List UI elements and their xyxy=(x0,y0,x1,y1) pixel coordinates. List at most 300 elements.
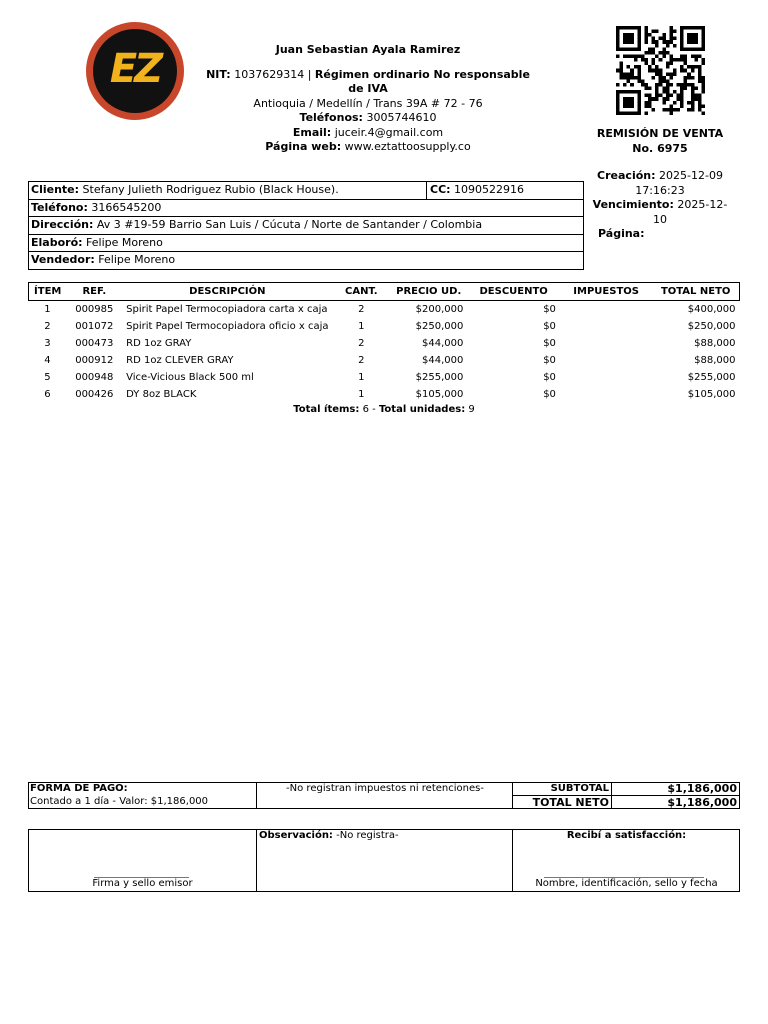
qr-module xyxy=(680,65,684,69)
qr-module xyxy=(623,104,627,108)
qr-module xyxy=(644,111,648,115)
qr-module xyxy=(627,37,631,41)
qr-module xyxy=(694,97,698,101)
qr-module xyxy=(701,58,705,62)
qr-module xyxy=(662,37,666,41)
qr-module xyxy=(627,111,631,115)
qr-module xyxy=(637,30,641,34)
cell-quantity: 2 xyxy=(358,338,365,349)
header-ref: REF. xyxy=(66,283,122,301)
cell-item: 2 xyxy=(44,321,51,332)
qr-module xyxy=(637,101,641,105)
web-label: Página web: xyxy=(265,140,342,153)
qr-module xyxy=(684,62,688,66)
cell-discount: $0 xyxy=(543,355,556,366)
qr-module xyxy=(652,69,656,73)
company-logo xyxy=(86,22,184,120)
qr-module xyxy=(630,40,634,44)
header-unit-price: PRECIO UD. xyxy=(390,283,467,301)
qr-module xyxy=(694,54,698,58)
qr-module xyxy=(666,94,670,98)
qr-module xyxy=(680,97,684,101)
items-totals xyxy=(28,404,740,415)
qr-module xyxy=(691,97,695,101)
qr-module xyxy=(652,76,656,80)
qr-module xyxy=(637,37,641,41)
qr-module xyxy=(701,44,705,48)
cell-net-total: $250,000 xyxy=(687,321,736,332)
logo-text: EZ xyxy=(109,46,161,92)
qr-module xyxy=(630,26,634,30)
qr-module xyxy=(691,69,695,73)
header-taxes: IMPUESTOS xyxy=(560,283,652,301)
qr-module xyxy=(680,83,684,87)
cell-unit-price: $255,000 xyxy=(415,372,464,383)
qr-module xyxy=(677,108,681,112)
cell-ref: 000948 xyxy=(75,372,114,383)
qr-module xyxy=(673,108,677,112)
qr-module xyxy=(648,104,652,108)
qr-module xyxy=(684,54,688,58)
qr-module xyxy=(673,69,677,73)
qr-module xyxy=(701,83,705,87)
qr-module xyxy=(680,101,684,105)
address-row xyxy=(29,217,583,235)
qr-module xyxy=(698,65,702,69)
cell-item: 3 xyxy=(44,338,51,349)
qr-module xyxy=(669,37,673,41)
qr-module xyxy=(620,72,624,76)
qr-module xyxy=(684,47,688,51)
client-address-label: Dirección: xyxy=(31,218,94,231)
cell-discount: $0 xyxy=(543,372,556,383)
cell-unit-price: $105,000 xyxy=(415,389,464,400)
header-quantity: CANT. xyxy=(333,283,391,301)
qr-module xyxy=(680,94,684,98)
cell-net-total: $400,000 xyxy=(687,304,736,315)
qr-module xyxy=(627,79,631,83)
qr-module xyxy=(648,97,652,101)
seller-name: Felipe Moreno xyxy=(98,253,176,266)
qr-module xyxy=(652,108,656,112)
qr-module xyxy=(652,37,656,41)
qr-module xyxy=(673,37,677,41)
qr-module xyxy=(698,108,702,112)
qr-module xyxy=(655,83,659,87)
cell-ref: 000426 xyxy=(75,389,114,400)
qr-module xyxy=(616,104,620,108)
qr-module xyxy=(655,40,659,44)
qr-module xyxy=(623,26,627,30)
cell-description: DY 8oz BLACK xyxy=(126,389,197,400)
qr-module xyxy=(666,97,670,101)
cell-net-total: $88,000 xyxy=(694,355,736,366)
qr-module xyxy=(698,94,702,98)
seller-label: Vendedor: xyxy=(31,253,95,266)
qr-module xyxy=(691,104,695,108)
qr-module xyxy=(627,47,631,51)
qr-module xyxy=(673,30,677,34)
cell-ref: 000473 xyxy=(75,338,114,349)
qr-module xyxy=(669,40,673,44)
qr-module xyxy=(698,26,702,30)
qr-module xyxy=(694,47,698,51)
qr-module xyxy=(655,97,659,101)
cell-discount: $0 xyxy=(543,321,556,332)
qr-module xyxy=(623,97,627,101)
qr-module xyxy=(620,90,624,94)
qr-module xyxy=(673,44,677,48)
qr-module xyxy=(623,101,627,105)
created-label: Creación: xyxy=(597,169,656,182)
qr-module xyxy=(616,90,620,94)
signature-box xyxy=(28,829,740,892)
qr-module xyxy=(701,37,705,41)
received-label: Recibí a satisfacción: xyxy=(566,830,687,841)
qr-module xyxy=(630,101,634,105)
qr-module xyxy=(687,26,691,30)
due-line xyxy=(590,198,730,227)
qr-module xyxy=(662,33,666,37)
qr-module xyxy=(669,111,673,115)
qr-module xyxy=(644,51,648,55)
cell-description: Spirit Papel Termocopiadora carta x caja xyxy=(126,304,328,315)
table-row xyxy=(29,352,740,369)
cc-value: 1090522916 xyxy=(454,183,525,196)
qr-module xyxy=(698,54,702,58)
payment-method xyxy=(29,783,257,808)
qr-module xyxy=(673,101,677,105)
qr-module xyxy=(669,104,673,108)
qr-module xyxy=(659,37,663,41)
cell-unit-price: $200,000 xyxy=(415,304,464,315)
qr-module xyxy=(673,90,677,94)
qr-module xyxy=(680,90,684,94)
qr-module xyxy=(630,72,634,76)
qr-module xyxy=(684,83,688,87)
cell-net-total: $105,000 xyxy=(687,389,736,400)
qr-module xyxy=(634,54,638,58)
qr-module xyxy=(662,79,666,83)
issuer-caption: Firma y sello emisor xyxy=(92,878,193,889)
qr-module xyxy=(644,58,648,62)
qr-module xyxy=(666,79,670,83)
qr-module xyxy=(652,58,656,62)
qr-module xyxy=(652,51,656,55)
qr-module xyxy=(637,54,641,58)
qr-module xyxy=(680,54,684,58)
regime: Régimen ordinario No responsable de IVA xyxy=(314,67,530,95)
qr-module xyxy=(698,47,702,51)
qr-module xyxy=(627,90,631,94)
qr-module xyxy=(655,90,659,94)
qr-module xyxy=(666,65,670,69)
qr-module xyxy=(659,76,663,80)
qr-module xyxy=(694,94,698,98)
created-time: 17:16:23 xyxy=(635,183,685,197)
qr-module xyxy=(662,51,666,55)
qr-module xyxy=(662,76,666,80)
qr-module xyxy=(701,62,705,66)
cell-unit-price: $44,000 xyxy=(422,355,464,366)
qr-module xyxy=(684,79,688,83)
qr-module xyxy=(662,108,666,112)
created-date: 2025-12-09 xyxy=(659,169,723,182)
total-units-label: Total unidades: xyxy=(378,404,466,415)
cell-unit-price: $44,000 xyxy=(422,338,464,349)
qr-module xyxy=(687,101,691,105)
cell-quantity: 2 xyxy=(358,304,365,315)
qr-module xyxy=(677,58,681,62)
qr-module xyxy=(701,90,705,94)
qr-module xyxy=(669,76,673,80)
qr-module xyxy=(666,51,670,55)
qr-module xyxy=(637,65,641,69)
document-number: No. 6975 xyxy=(632,142,688,155)
qr-module xyxy=(630,76,634,80)
qr-module xyxy=(648,65,652,69)
qr-module xyxy=(655,44,659,48)
qr-module xyxy=(655,87,659,91)
qr-module xyxy=(691,108,695,112)
qr-module xyxy=(623,72,627,76)
qr-module xyxy=(659,94,663,98)
qr-module xyxy=(655,72,659,76)
qr-module xyxy=(701,47,705,51)
qr-module xyxy=(691,76,695,80)
qr-module xyxy=(616,26,620,30)
qr-module xyxy=(680,40,684,44)
qr-module xyxy=(662,54,666,58)
qr-module xyxy=(669,54,673,58)
qr-module xyxy=(684,69,688,73)
qr-module xyxy=(666,72,670,76)
qr-module xyxy=(687,33,691,37)
qr-module xyxy=(677,97,681,101)
cell-ref: 000985 xyxy=(75,304,114,315)
qr-module xyxy=(666,62,670,66)
header-item: ÍTEM xyxy=(29,283,67,301)
qr-module xyxy=(677,94,681,98)
qr-module xyxy=(669,26,673,30)
qr-module xyxy=(701,40,705,44)
qr-module xyxy=(669,72,673,76)
qr-module xyxy=(691,33,695,37)
qr-module xyxy=(687,72,691,76)
qr-module xyxy=(637,76,641,80)
qr-module xyxy=(620,26,624,30)
qr-module xyxy=(666,40,670,44)
phones-value: 3005744610 xyxy=(366,111,437,124)
qr-module xyxy=(637,108,641,112)
qr-module xyxy=(701,104,705,108)
cell-quantity: 1 xyxy=(358,321,365,332)
qr-module xyxy=(691,90,695,94)
qr-module xyxy=(684,58,688,62)
qr-module xyxy=(627,26,631,30)
table-row xyxy=(29,301,740,319)
qr-module xyxy=(644,104,648,108)
qr-module xyxy=(652,47,656,51)
qr-module xyxy=(652,40,656,44)
qr-module xyxy=(698,72,702,76)
qr-module xyxy=(673,72,677,76)
qr-module xyxy=(680,30,684,34)
qr-module xyxy=(630,104,634,108)
qr-module xyxy=(644,33,648,37)
cell-description: RD 1oz GRAY xyxy=(126,338,192,349)
qr-module xyxy=(620,76,624,80)
qr-module xyxy=(701,111,705,115)
qr-module xyxy=(684,87,688,91)
qr-module xyxy=(648,33,652,37)
qr-module xyxy=(691,94,695,98)
company-web xyxy=(200,140,536,155)
qr-module xyxy=(637,26,641,30)
table-header-row xyxy=(29,283,740,301)
qr-module xyxy=(634,111,638,115)
qr-module xyxy=(687,65,691,69)
client-address: Av 3 #19-59 Barrio San Luis / Cúcuta / Norte de Santander / Colombia xyxy=(96,218,483,231)
qr-module xyxy=(644,87,648,91)
cell-item: 1 xyxy=(44,304,51,315)
qr-module xyxy=(669,33,673,37)
qr-module xyxy=(630,54,634,58)
qr-module xyxy=(698,69,702,73)
qr-module xyxy=(630,47,634,51)
qr-module xyxy=(648,101,652,105)
qr-module xyxy=(680,69,684,73)
prepared-by: Felipe Moreno xyxy=(86,235,163,249)
qr-module xyxy=(687,83,691,87)
qr-module xyxy=(644,40,648,44)
net-total-label: TOTAL NETO xyxy=(532,796,609,809)
qr-module xyxy=(627,54,631,58)
qr-module xyxy=(669,62,673,66)
qr-module xyxy=(652,30,656,34)
separator: | xyxy=(307,67,312,81)
qr-module xyxy=(620,65,624,69)
qr-module xyxy=(698,101,702,105)
qr-module xyxy=(641,79,645,83)
qr-module xyxy=(616,83,620,87)
cell-quantity: 1 xyxy=(358,389,365,400)
qr-module xyxy=(637,111,641,115)
qr-module xyxy=(637,94,641,98)
qr-module xyxy=(648,69,652,73)
qr-module xyxy=(680,26,684,30)
qr-module xyxy=(691,54,695,58)
qr-module xyxy=(623,83,627,87)
qr-module xyxy=(637,33,641,37)
qr-module xyxy=(634,58,638,62)
qr-module xyxy=(648,94,652,98)
qr-module xyxy=(616,30,620,34)
qr-module xyxy=(694,65,698,69)
qr-module xyxy=(630,69,634,73)
cell-discount: $0 xyxy=(543,304,556,315)
qr-module xyxy=(680,47,684,51)
qr-module xyxy=(669,83,673,87)
qr-module xyxy=(623,47,627,51)
cc-label: CC: xyxy=(430,183,451,196)
qr-module xyxy=(623,111,627,115)
qr-module xyxy=(698,97,702,101)
qr-module xyxy=(680,37,684,41)
qr-module xyxy=(644,94,648,98)
qr-module xyxy=(623,33,627,37)
observation-cell xyxy=(256,830,512,891)
qr-module xyxy=(623,40,627,44)
client-phone: 3166545200 xyxy=(91,200,162,214)
document-title xyxy=(590,126,730,156)
cell-description: Spirit Papel Termocopiadora oficio x caja xyxy=(126,321,329,332)
cell-net-total: $88,000 xyxy=(694,338,736,349)
qr-module xyxy=(666,108,670,112)
document-type: REMISIÓN DE VENTA xyxy=(596,127,724,140)
header-discount: DESCUENTO xyxy=(467,283,560,301)
qr-module xyxy=(659,58,663,62)
totals-labels xyxy=(512,783,612,808)
totals-separator: - xyxy=(372,404,376,415)
cell-description: Vice-Vicious Black 500 ml xyxy=(126,372,254,383)
page-line xyxy=(590,227,730,242)
qr-module xyxy=(630,33,634,37)
qr-module xyxy=(687,47,691,51)
cell-taxes xyxy=(560,352,652,369)
qr-module xyxy=(641,83,645,87)
qr-module xyxy=(616,108,620,112)
qr-module xyxy=(652,97,656,101)
qr-module xyxy=(659,79,663,83)
qr-module xyxy=(648,47,652,51)
table-row xyxy=(29,335,740,352)
qr-module xyxy=(673,58,677,62)
qr-module xyxy=(627,97,631,101)
qr-module xyxy=(616,111,620,115)
cell-description: RD 1oz CLEVER GRAY xyxy=(126,355,234,366)
qr-module xyxy=(680,33,684,37)
qr-module xyxy=(694,33,698,37)
web-value: www.eztattoosupply.co xyxy=(344,140,471,153)
qr-module xyxy=(627,65,631,69)
email-label: Email: xyxy=(292,125,332,139)
qr-module xyxy=(687,37,691,41)
qr-module xyxy=(677,83,681,87)
company-phones xyxy=(200,111,536,126)
cell-discount: $0 xyxy=(543,338,556,349)
qr-module xyxy=(616,94,620,98)
qr-module xyxy=(701,87,705,91)
qr-module xyxy=(637,40,641,44)
qr-module xyxy=(616,44,620,48)
qr-module xyxy=(630,83,634,87)
cell-taxes xyxy=(560,335,652,352)
qr-module xyxy=(623,76,627,80)
qr-module xyxy=(687,40,691,44)
company-nit-line xyxy=(200,68,536,97)
qr-module xyxy=(637,47,641,51)
qr-module xyxy=(694,58,698,62)
qr-module xyxy=(637,44,641,48)
qr-module xyxy=(662,90,666,94)
qr-module xyxy=(627,76,631,80)
subtotal-label: SUBTOTAL xyxy=(513,783,612,796)
prepared-label: Elaboró: xyxy=(31,235,83,249)
cell-item: 4 xyxy=(44,355,51,366)
qr-module xyxy=(644,83,648,87)
qr-module xyxy=(655,30,659,34)
